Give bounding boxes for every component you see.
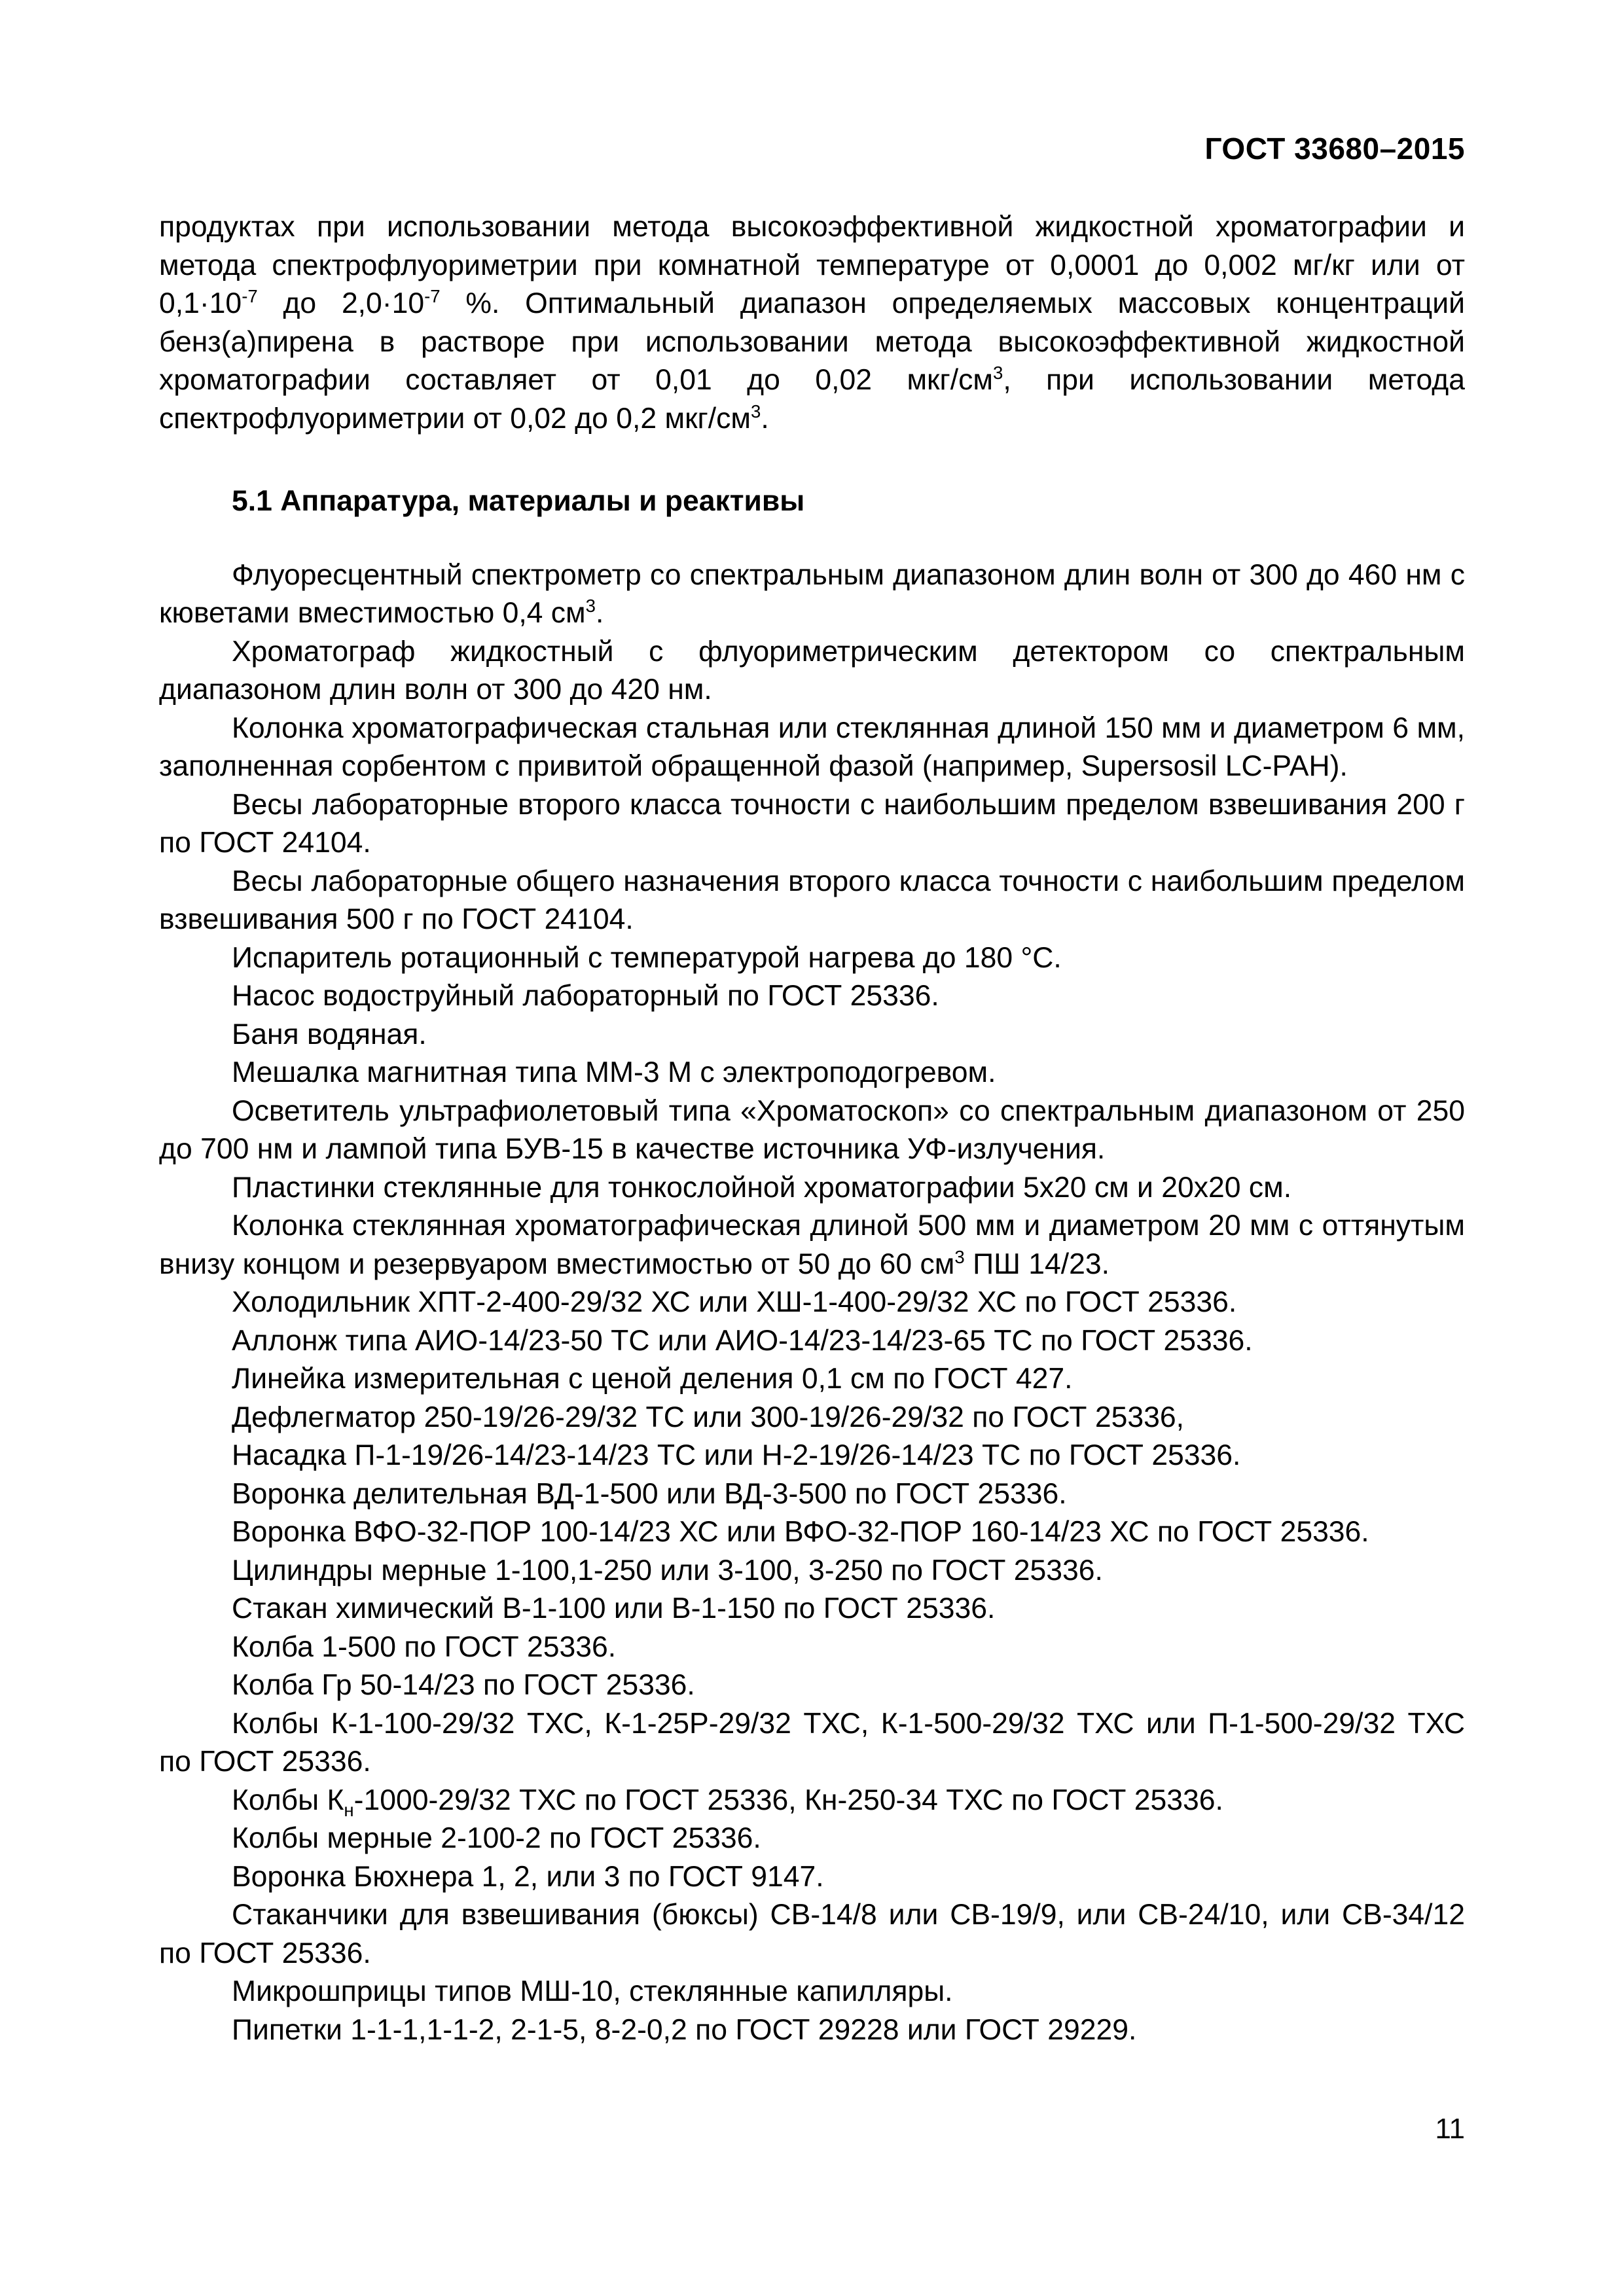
list-item: Насадка П-1-19/26-14/23-14/23 ТС или Н-2-19/26-14/23 ТС по ГОСТ 25336. [232, 1439, 1241, 1471]
list-item: Колонка хроматографическая стальная или стеклянная длиной 150 мм и диаметром 6 мм, заполненная сорбентом с привитой обращенной фазой (например, Supersosil LC-PAH). [159, 711, 1465, 782]
list-item: Микрошприцы типов МШ-10, стеклянные капилляры. [232, 1975, 953, 2007]
page-number: 11 [1435, 2113, 1465, 2145]
intro-text-part: %. Оптимальный диапазон определяемых массовых концентраций бенз(а)пирена в растворе при использовании метода высокоэффективной жидкостной хроматографии составляет от 0,01 до 0,02 мкг/см [159, 287, 1465, 396]
item-text: ПШ 14/23. [964, 1247, 1110, 1280]
list-item: Баня водяная. [232, 1018, 427, 1050]
list-item: Цилиндры мерные 1-100,1-250 или 3-100, 3-250 по ГОСТ 25336. [232, 1554, 1103, 1587]
list-item: Дефлегматор 250-19/26-29/32 ТС или 300-19/26-29/32 по ГОСТ 25336, [232, 1401, 1184, 1433]
item-text: -1000-29/32 ТХС по ГОСТ 25336, Кн-250-34 ТХС по ГОСТ 25336. [353, 1784, 1223, 1816]
intro-text-part: продуктах при использовании метода высокоэффективной жидкостной хроматографии и метода спектрофлуориметрии при комнатной температуре от 0,0001 до 0,002 мг/кг или от 0,1·10 [159, 211, 1465, 319]
intro-text-part: . [761, 402, 769, 435]
list-item: Аллонж типа АИО-14/23-50 ТС или АИО-14/23-14/23-65 ТС по ГОСТ 25336. [232, 1324, 1253, 1357]
page-body [159, 208, 1465, 2049]
item-text: Флуоресцентный спектрометр со спектральным диапазоном длин волн от 300 до 460 нм с кюветами вместимостью 0,4 см [159, 558, 1465, 629]
list-item: Пипетки 1-1-1,1-1-2, 2-1-5, 8-2-0,2 по ГОСТ 29228 или ГОСТ 29229. [232, 2013, 1137, 2046]
list-item: Хроматограф жидкостный с флуориметрическим детектором со спектральным диапазоном длин волн от 300 до 420 нм. [159, 635, 1465, 706]
list-item: Мешалка магнитная типа ММ-3 М с электроподогревом. [232, 1056, 996, 1088]
list-item: Воронка делительная ВД-1-500 или ВД-3-500 по ГОСТ 25336. [232, 1477, 1067, 1510]
list-item: Воронка Бюхнера 1, 2, или 3 по ГОСТ 9147. [232, 1860, 824, 1893]
list-item [159, 1782, 1465, 1820]
subscript: н [344, 1799, 354, 1820]
list-item: Колба Гр 50-14/23 по ГОСТ 25336. [232, 1669, 695, 1701]
exponent: -7 [424, 286, 441, 307]
list-item: Колбы К-1-100-29/32 ТХС, К-1-25Р-29/32 ТХС, К-1-500-29/32 ТХС или П-1-500-29/32 ТХС по ГОСТ 25336. [159, 1707, 1465, 1778]
list-item: Холодильник ХПТ-2-400-29/32 ХС или ХШ-1-400-29/32 ХС по ГОСТ 25336. [232, 1286, 1237, 1318]
item-text: Колбы К [232, 1784, 344, 1816]
intro-text-part: , при использовании метода спектрофлуориметрии от 0,02 до 0,2 мкг/см [159, 364, 1465, 435]
section-heading: 5.1 Аппаратура, материалы и реактивы [232, 485, 805, 517]
list-item: Линейка измерительная с ценой деления 0,1 см по ГОСТ 427. [232, 1363, 1073, 1395]
exponent: 3 [750, 401, 761, 422]
list-item: Испаритель ротационный с температурой нагрева до 180 °С. [232, 941, 1062, 974]
list-item: Пластинки стеклянные для тонкослойной хроматографии 5х20 см и 20х20 см. [232, 1171, 1292, 1204]
list-item: Насос водоструйный лабораторный по ГОСТ 25336. [232, 980, 939, 1012]
list-item: Осветитель ультрафиолетовый типа «Хроматоскоп» со спектральным диапазоном от 250 до 700 нм и лампой типа БУВ-15 в качестве источника УФ-излучения. [159, 1094, 1465, 1165]
list-item: Стакан химический В-1-100 или В-1-150 по ГОСТ 25336. [232, 1592, 996, 1624]
list-item: Колбы мерные 2-100-2 по ГОСТ 25336. [232, 1822, 761, 1854]
exponent: 3 [992, 363, 1003, 384]
list-item: Колба 1-500 по ГОСТ 25336. [232, 1630, 617, 1663]
exponent: 3 [954, 1246, 965, 1267]
list-item: Весы лабораторные второго класса точности с наибольшим пределом взвешивания 200 г по ГОСТ 24104. [159, 788, 1465, 859]
list-item [159, 556, 1465, 633]
list-item [159, 1207, 1465, 1283]
exponent: -7 [242, 286, 258, 307]
list-item: Весы лабораторные общего назначения второго класса точности с наибольшим пределом взвешивания 500 г по ГОСТ 24104. [159, 865, 1465, 935]
item-text: . [595, 597, 604, 629]
list-item: Стаканчики для взвешивания (бюксы) СВ-14/8 или СВ-19/9, или СВ-24/10, или СВ-34/12 по ГОСТ 25336. [159, 1899, 1465, 1969]
intro-text-part: до 2,0·10 [257, 287, 425, 319]
list-item: Воронка ВФО-32-ПОР 100-14/23 ХС или ВФО-32-ПОР 160-14/23 ХС по ГОСТ 25336. [232, 1516, 1369, 1548]
intro-paragraph [159, 208, 1465, 438]
document-code-header: ГОСТ 33680–2015 [1204, 132, 1465, 166]
item-text: Колонка стеклянная хроматографическая длиной 500 мм и диаметром 20 мм с оттянутым внизу концом и резервуаром вместимостью от 50 до 60 см [159, 1210, 1465, 1280]
exponent: 3 [585, 596, 596, 617]
